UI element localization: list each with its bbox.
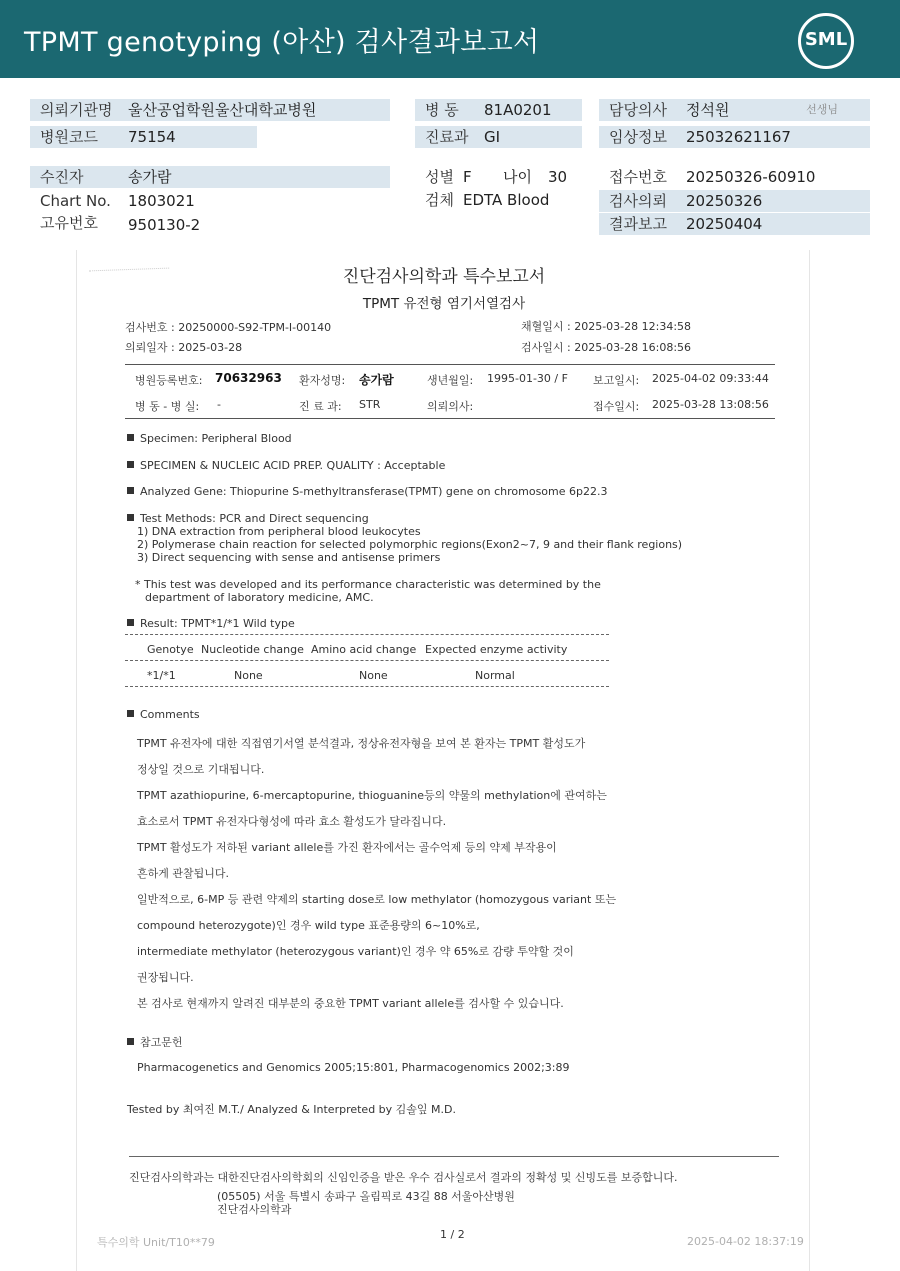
unique-row — [30, 212, 390, 234]
age-value: 30 — [548, 168, 568, 186]
document-title: 진단검사의학과 특수보고서 — [342, 267, 546, 287]
reg-label: 병원등록번호: — [135, 374, 203, 387]
note-line-2: department of laboratory medicine, AMC. — [145, 591, 374, 604]
specimen-line — [127, 432, 292, 445]
quality-text: SPECIMEN & NUCLEIC ACID PREP. QUALITY : Acceptable — [140, 459, 446, 472]
receipt-value: 20250326-60910 — [686, 168, 816, 186]
sex-label: 성별 — [425, 168, 454, 186]
table-dash-bottom — [125, 686, 609, 687]
divider-mid — [125, 418, 775, 419]
comment-8: compound heterozygote)인 경우 wild type 표준용량의 6~10%로, — [137, 919, 480, 932]
comment-2: 정상일 것으로 기대됩니다. — [137, 763, 265, 776]
doctor-label: 담당의사 — [609, 101, 667, 119]
document-subtitle: TPMT 유전형 염기서열검사 — [362, 296, 526, 312]
report-title: TPMT genotyping (아산) 검사결과보고서 — [24, 27, 540, 58]
col-nucleotide: Nucleotide change — [201, 643, 304, 656]
result-line — [127, 617, 295, 630]
patient-row — [30, 166, 390, 188]
code-value: 75154 — [128, 128, 176, 146]
unique-label: 고유번호 — [40, 214, 98, 232]
dept-label-doc: 진 료 과: — [299, 400, 342, 413]
quality-line — [127, 459, 445, 472]
address-2: 진단검사의학과 — [217, 1203, 292, 1216]
result-text: Result: TPMT*1/*1 Wild type — [140, 617, 295, 630]
bullet-icon — [127, 434, 134, 441]
dob-value: 1995-01-30 / F — [487, 372, 568, 385]
page-number: 1 / 2 — [440, 1228, 465, 1241]
code-label: 병원코드 — [40, 128, 98, 146]
sml-logo — [798, 13, 854, 69]
comment-3: TPMT azathiopurine, 6-mercaptopurine, thioguanine등의 약물의 methylation에 관여하는 — [137, 789, 607, 802]
comment-11: 본 검사로 현재까지 알려진 대부분의 중요한 TPMT variant allele를 검사할 수 있습니다. — [137, 997, 564, 1010]
request-date: 의뢰일자 : 2025-03-28 — [125, 341, 243, 354]
table-dash-mid — [125, 660, 609, 661]
bullet-icon — [127, 514, 134, 521]
chart-value: 1803021 — [128, 192, 195, 210]
receipt-value-doc: 2025-03-28 13:08:56 — [652, 398, 769, 411]
dept-value-doc: STR — [359, 398, 381, 411]
specimen-text: Specimen: Peripheral Blood — [140, 432, 292, 445]
report-value: 2025-04-02 09:33:44 — [652, 372, 769, 385]
sex-age-row — [415, 166, 582, 188]
footer-left-stamp: 특수의학 Unit/T10**79 — [97, 1236, 215, 1249]
dept-value: GI — [484, 128, 501, 146]
ward-label-doc: 병 동 - 병 실: — [135, 400, 200, 413]
hospital-label: 의뢰기관명 — [40, 101, 113, 119]
comment-5: TPMT 활성도가 저하된 variant allele를 가진 환자에서는 골수억제 등의 약제 부작용이 — [137, 841, 557, 854]
gene-text: Analyzed Gene: Thiopurine S-methyltransferase(TPMT) gene on chromosome 6p22.3 — [140, 485, 608, 498]
unique-value: 950130-2 — [128, 216, 201, 234]
col-genotype: Genotye — [147, 643, 194, 656]
table-dash-top — [125, 634, 609, 635]
footer-right-stamp: 2025-04-02 18:37:19 — [687, 1235, 804, 1248]
name-label: 환자성명: — [299, 374, 346, 387]
sml-logo-text: SML — [804, 29, 848, 50]
comment-10: 권장됩니다. — [137, 971, 194, 984]
clinical-label: 임상정보 — [609, 128, 667, 146]
request-value: 20250326 — [686, 192, 763, 210]
dob-label: 생년월일: — [427, 374, 474, 387]
doctor-suffix: 선생님 — [806, 103, 838, 116]
comment-9: intermediate methylator (heterozygous variant)인 경우 약 65%로 감량 투약할 것이 — [137, 945, 574, 958]
specimen-row — [415, 189, 582, 211]
patient-label: 수진자 — [40, 168, 84, 186]
sex-value: F — [463, 168, 472, 186]
age-label: 나이 — [503, 168, 532, 186]
footer-divider — [129, 1156, 779, 1157]
footer-note: 진단검사의학과는 대한진단검사의학회의 신임인증을 받은 우수 검사실로서 결과의 정확성 및 신빙도를 보증합니다. — [129, 1171, 678, 1184]
cell-amino: None — [359, 669, 388, 682]
ref-title-line — [127, 1034, 183, 1050]
report-label: 보고일시: — [593, 374, 640, 387]
bullet-icon — [127, 619, 134, 626]
gene-line — [127, 485, 607, 498]
collect-time: 채혈일시 : 2025-03-28 12:34:58 — [521, 320, 692, 333]
receipt-row — [599, 166, 870, 188]
ref-title: 참고문헌 — [140, 1036, 183, 1049]
specimen-value: EDTA Blood — [463, 191, 550, 209]
address-1: (05505) 서울 특별시 송파구 올림픽로 43길 88 서울아산병원 — [217, 1190, 515, 1203]
result-value: 20250404 — [686, 215, 763, 233]
clinical-value: 25032621167 — [686, 128, 791, 146]
test-number: 검사번호 : 20250000-S92-TPM-I-00140 — [125, 321, 332, 334]
comments-title-line — [127, 708, 200, 721]
reg-value: 70632963 — [215, 371, 282, 385]
bullet-icon — [127, 710, 134, 717]
dept-row — [415, 126, 582, 148]
name-value: 송가람 — [359, 373, 394, 387]
receipt-label: 접수번호 — [609, 168, 667, 186]
chart-label: Chart No. — [40, 192, 111, 210]
hospital-row — [30, 99, 390, 121]
col-amino: Amino acid change — [311, 643, 417, 656]
note-line-1: * This test was developed and its performance characteristic was determined by the — [135, 578, 601, 591]
methods-title: Test Methods: PCR and Direct sequencing — [140, 512, 369, 525]
hospital-value: 울산공업학원울산대학교병원 — [128, 101, 317, 119]
bullet-icon — [127, 461, 134, 468]
doctor-row — [599, 99, 870, 121]
comment-6: 흔하게 관찰됩니다. — [137, 867, 230, 880]
specimen-label: 검체 — [425, 191, 454, 209]
doctor-value: 정석원 — [686, 101, 730, 119]
ward-value-doc: - — [217, 398, 221, 411]
test-time: 검사일시 : 2025-03-28 16:08:56 — [521, 341, 692, 354]
methods-title-line — [127, 512, 369, 525]
comment-1: TPMT 유전자에 대한 직접염기서열 분석결과, 정상유전자형을 보여 본 환자는 TPMT 활성도가 — [137, 737, 586, 750]
ref-text: Pharmacogenetics and Genomics 2005;15:801, Pharmacogenomics 2002;3:89 — [137, 1061, 570, 1074]
method-1: 1) DNA extraction from peripheral blood leukocytes — [137, 525, 421, 538]
comment-7: 일반적으로, 6-MP 등 관련 약제의 starting dose로 low methylator (homozygous variant 또는 — [137, 893, 617, 906]
patient-value: 송가람 — [128, 168, 172, 186]
ward-value: 81A0201 — [484, 101, 552, 119]
special-report-document — [76, 250, 810, 1271]
cell-enzyme: Normal — [475, 669, 515, 682]
clinical-row — [599, 126, 870, 148]
receipt-label-doc: 접수일시: — [593, 400, 640, 413]
tested-by: Tested by 최여진 M.T./ Analyzed & Interpreted by 김솔잎 M.D. — [127, 1103, 456, 1116]
bullet-icon — [127, 487, 134, 494]
ward-label: 병 동 — [425, 101, 459, 119]
report-header — [0, 0, 900, 78]
result-label: 결과보고 — [609, 215, 667, 233]
request-label: 검사의뢰 — [609, 192, 667, 210]
col-enzyme: Expected enzyme activity — [425, 643, 568, 656]
method-3: 3) Direct sequencing with sense and antisense primers — [137, 551, 441, 564]
ward-row — [415, 99, 582, 121]
divider-top — [125, 364, 775, 365]
bullet-icon — [127, 1038, 134, 1045]
cell-genotype: *1/*1 — [147, 669, 176, 682]
request-row — [599, 190, 870, 212]
comments-title: Comments — [140, 708, 200, 721]
chart-row — [30, 190, 390, 212]
code-row — [30, 126, 257, 148]
doctor-label-doc: 의뢰의사: — [427, 400, 474, 413]
result-row — [599, 213, 870, 235]
method-2: 2) Polymerase chain reaction for selected polymorphic regions(Exon2~7, 9 and their flank regions) — [137, 538, 683, 551]
comment-4: 효소로서 TPMT 유전자다형성에 따라 효소 활성도가 달라집니다. — [137, 815, 447, 828]
cell-nucleotide: None — [234, 669, 263, 682]
dept-label: 진료과 — [425, 128, 469, 146]
